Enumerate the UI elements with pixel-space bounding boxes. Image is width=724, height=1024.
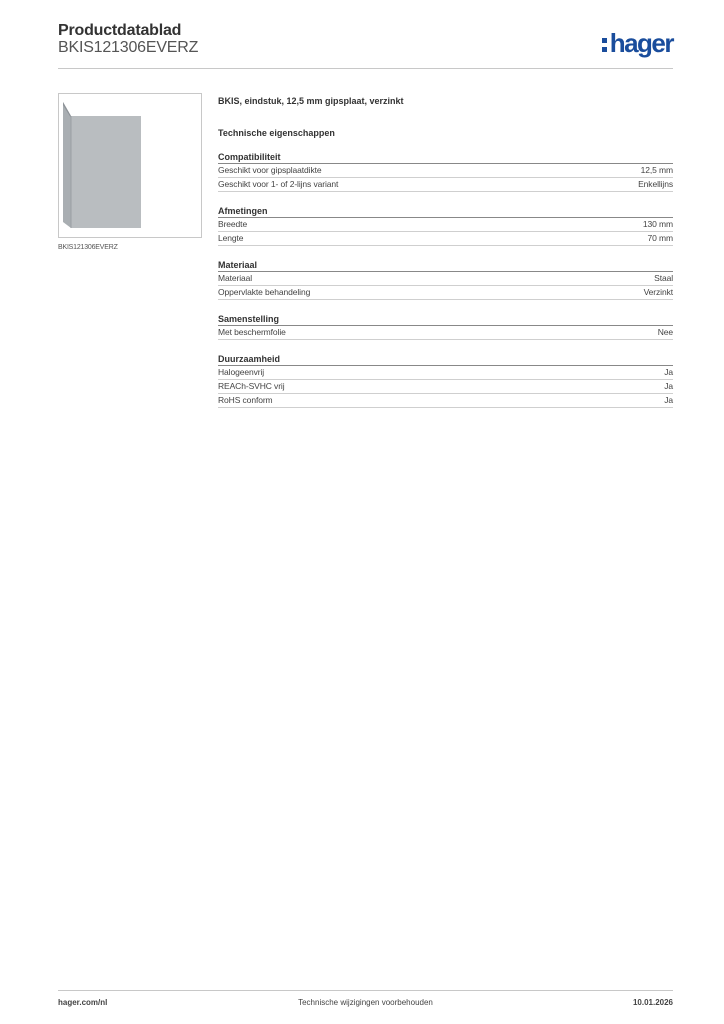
spec-row (218, 286, 673, 300)
spec-value: Ja (664, 395, 673, 405)
footer-website: hager.com/nl (58, 998, 108, 1007)
spec-section (218, 260, 673, 300)
header-divider (58, 68, 673, 69)
footer-date: 10.01.2026 (632, 998, 673, 1007)
spec-value: Ja (664, 367, 673, 377)
footer-divider (58, 990, 673, 991)
page-footer (58, 998, 673, 1010)
document-title: Productdatablad (58, 22, 182, 39)
spec-label: REACh-SVHC vrij (218, 381, 285, 391)
spec-value: Staal (654, 273, 673, 283)
spec-sections (218, 152, 673, 408)
spec-label: Breedte (218, 219, 248, 229)
spec-row (218, 164, 673, 178)
spec-row (218, 272, 673, 286)
specs-title: Technische eigenschappen (218, 128, 335, 138)
spec-section-title: Afmetingen (218, 206, 673, 218)
spec-row (218, 366, 673, 380)
spec-row (218, 380, 673, 394)
spec-label: Materiaal (218, 273, 253, 283)
logo-text: hager (609, 28, 673, 58)
page-header (58, 22, 673, 68)
spec-section-title: Materiaal (218, 260, 673, 272)
spec-value: Verzinkt (643, 287, 673, 297)
spec-section (218, 354, 673, 408)
spec-row (218, 178, 673, 192)
spec-section (218, 206, 673, 246)
product-description: BKIS, eindstuk, 12,5 mm gipsplaat, verzinkt (218, 96, 404, 106)
spec-row (218, 394, 673, 408)
spec-row (218, 218, 673, 232)
spec-section (218, 152, 673, 192)
spec-row (218, 326, 673, 340)
spec-value: 130 mm (642, 219, 673, 229)
spec-section-title: Duurzaamheid (218, 354, 673, 366)
spec-value: 12,5 mm (640, 165, 673, 175)
spec-value: Nee (657, 327, 673, 337)
spec-value: Enkellijns (638, 179, 673, 189)
spec-label: Geschikt voor 1- of 2-lijns variant (218, 179, 339, 189)
spec-label: Geschikt voor gipsplaatdikte (218, 165, 322, 175)
spec-label: Lengte (218, 233, 244, 243)
spec-label: Met beschermfolie (218, 327, 286, 337)
spec-section (218, 314, 673, 340)
spec-row (218, 232, 673, 246)
spec-section-title: Compatibiliteit (218, 152, 673, 164)
product-endpiece-image (59, 94, 201, 237)
product-image-caption: BKIS121306EVERZ (58, 244, 118, 251)
spec-section-title: Samenstelling (218, 314, 673, 326)
spec-label: RoHS conform (218, 395, 273, 405)
spec-label: Oppervlakte behandeling (218, 287, 311, 297)
spec-value: Ja (664, 381, 673, 391)
hager-dots-icon (602, 38, 607, 52)
spec-value: 70 mm (647, 233, 673, 243)
product-content (218, 96, 673, 408)
hager-logo (602, 28, 673, 59)
footer-notice: Technische wijzigingen voorbehouden (298, 998, 433, 1007)
spec-label: Halogeenvrij (218, 367, 265, 377)
product-code: BKIS121306EVERZ (58, 39, 199, 56)
product-image-frame (58, 93, 202, 238)
